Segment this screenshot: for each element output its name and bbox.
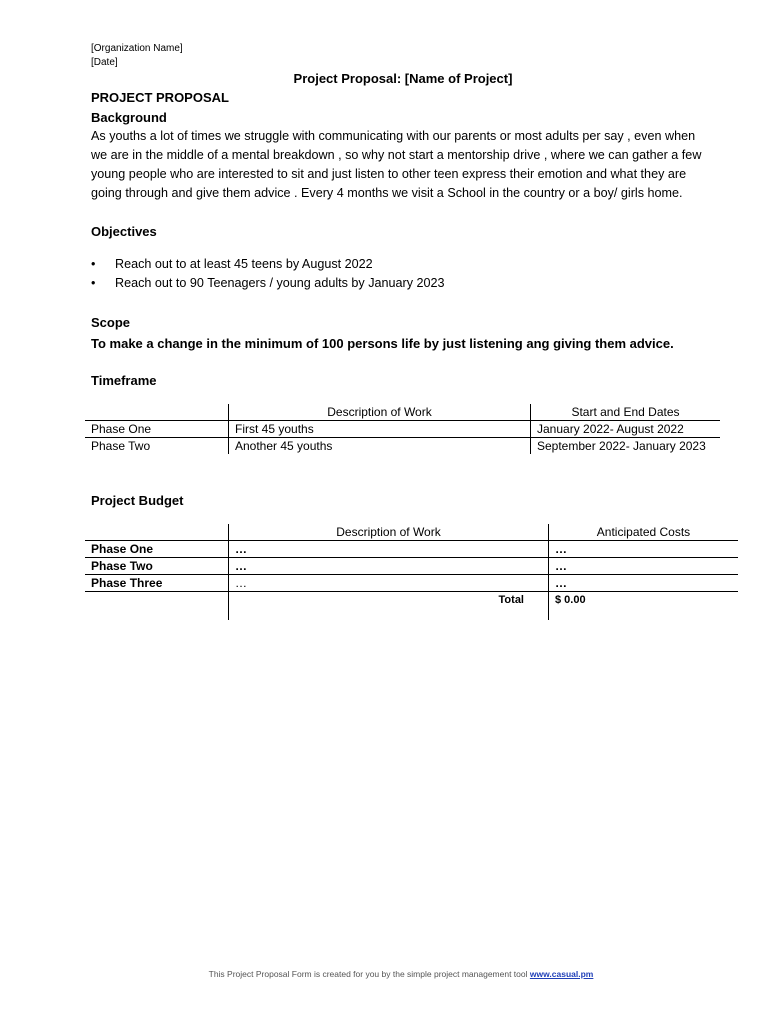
cost-cell: … xyxy=(549,575,739,592)
dates-cell: January 2022- August 2022 xyxy=(531,421,721,438)
objective-text: Reach out to 90 Teenagers / young adults by January 2023 xyxy=(115,276,445,290)
total-row xyxy=(85,592,738,621)
footer-text: This Project Proposal Form is created for you by the simple project management tool xyxy=(208,969,528,979)
table-header-row xyxy=(85,404,720,421)
description-cell: … xyxy=(229,541,549,558)
description-cell: Another 45 youths xyxy=(229,438,531,455)
total-value: $ 0.00 xyxy=(549,592,739,621)
list-item xyxy=(91,255,445,274)
table-header-row xyxy=(85,524,738,541)
bullet-icon: • xyxy=(91,257,96,271)
budget-heading: Project Budget xyxy=(91,493,184,508)
scope-heading: Scope xyxy=(91,315,131,330)
timeframe-table xyxy=(85,404,720,454)
background-paragraph: As youths a lot of times we struggle with communicating with our parents or most adults per say , even when we are in the middle of a mental breakdown , so why not start a mentorship drive , where we can gather a few young people who are interested to sit and just listen to other teen express their emotion and what they are going through and give them advice . Every 4 months we visit a School in the country or a boy/ girls home. xyxy=(91,129,702,200)
footer xyxy=(0,969,768,979)
column-header: Description of Work xyxy=(229,524,549,541)
objectives-list xyxy=(91,255,445,293)
table-row xyxy=(85,541,738,558)
description-cell: … xyxy=(229,558,549,575)
table-row xyxy=(85,575,738,592)
cost-cell: … xyxy=(549,558,739,575)
total-label: Total xyxy=(229,592,549,621)
list-item xyxy=(91,274,445,293)
scope-text: To make a change in the minimum of 100 persons life by just listening ang giving them advice. xyxy=(91,336,674,351)
timeframe-heading: Timeframe xyxy=(91,373,157,388)
section-label: PROJECT PROPOSAL xyxy=(91,90,229,105)
bullet-icon: • xyxy=(91,276,96,290)
phase-cell: Phase One xyxy=(85,541,229,558)
dates-cell: September 2022- January 2023 xyxy=(531,438,721,455)
footer-link[interactable]: www.casual.pm xyxy=(529,969,594,979)
background-heading: Background xyxy=(91,110,167,125)
objectives-heading: Objectives xyxy=(91,224,157,239)
table-row xyxy=(85,438,720,455)
cost-cell: … xyxy=(549,541,739,558)
table-row xyxy=(85,421,720,438)
phase-cell: Phase Two xyxy=(85,558,229,575)
table-row xyxy=(85,558,738,575)
organization-name: [Organization Name] xyxy=(91,43,183,54)
document-title: Project Proposal: [Name of Project] xyxy=(293,71,513,86)
phase-cell: Phase Three xyxy=(85,575,229,592)
column-header: Start and End Dates xyxy=(531,404,721,421)
phase-cell: Phase Two xyxy=(85,438,229,455)
date-field: [Date] xyxy=(91,57,118,68)
phase-cell: Phase One xyxy=(85,421,229,438)
column-header: Description of Work xyxy=(229,404,531,421)
description-cell: First 45 youths xyxy=(229,421,531,438)
description-cell: … xyxy=(229,575,549,592)
budget-table xyxy=(85,524,738,620)
objective-text: Reach out to at least 45 teens by August 2022 xyxy=(115,257,373,271)
column-header: Anticipated Costs xyxy=(549,524,739,541)
